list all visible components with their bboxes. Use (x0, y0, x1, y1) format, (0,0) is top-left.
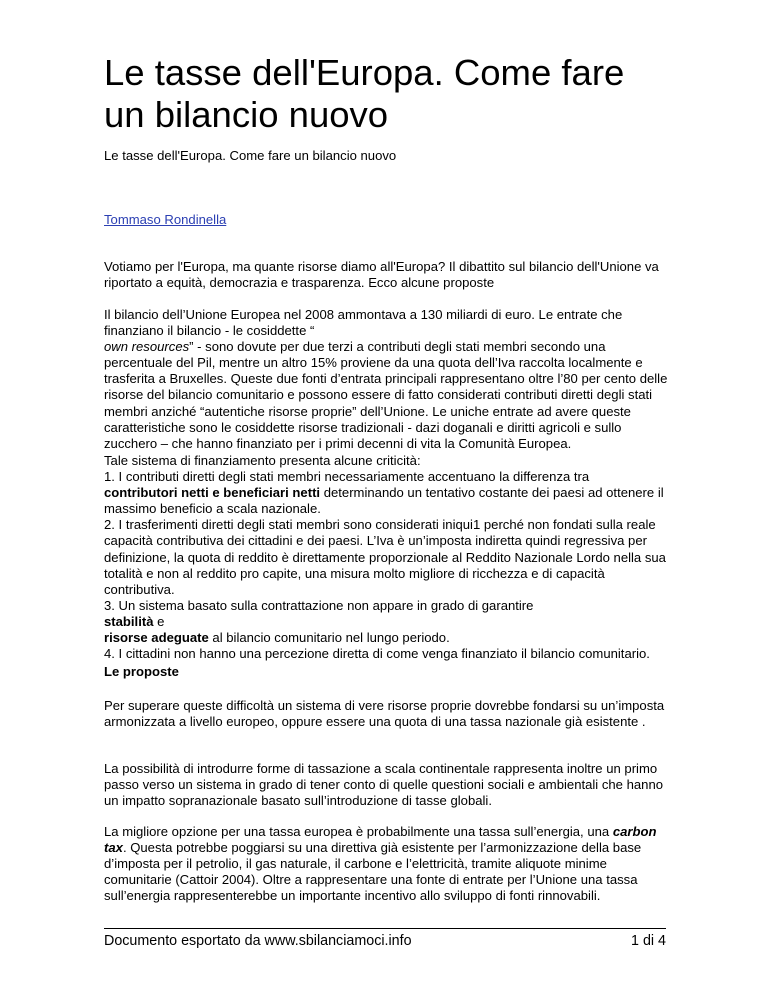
carbon-tax-term: carbon tax (104, 824, 657, 856)
net-contributors-term: contributori netti e beneficiari netti (104, 485, 321, 501)
proposal-paragraph-2: La possibilità di introdurre forme di tassazione a scala continentale rappresenta inoltre un primo passo verso un sistema in grado di tener conto di quelle questioni sociali e ambientali che hanno un impatto sopranazionale basato sull’introduzione di tasse globali. (104, 761, 664, 809)
footer-source: Documento esportato da www.sbilanciamoci.info (104, 933, 412, 949)
proposal-paragraph-1: Per superare queste difficoltà un sistema di vere risorse proprie dovrebbe fondarsi su un’imposta armonizzata a livello europeo, oppure essere una quota di una tassa nazionale già esistente . (104, 698, 665, 730)
section-heading: Le proposte (104, 664, 179, 679)
page-title: Le tasse dell'Europa. Come fare un bilancio nuovo (104, 52, 625, 135)
stability-term: stabilità (104, 613, 154, 629)
author-line (104, 212, 669, 228)
own-resources-term: own resources (104, 339, 190, 355)
proposal-paragraph-3: La migliore opzione per una tassa europea è probabilmente una tassa sull’energia, una carbon tax. Questa potrebbe poggiarsi su una direttiva già esistente per l’armonizzazione della base d’imposta per il petrolio, il gas naturale, il carbone e l’elettricità, tramite aliquote minime comunitarie (Cattoir 2004). Oltre a rappresentare una fonte di entrate per l’Unione una tassa sull’energia rappresenterebbe un importante incentivo allo sviluppo di fonti rinnovabili. (104, 824, 657, 904)
footer-divider (104, 928, 666, 929)
page-number: 1 di 4 (631, 933, 666, 949)
budget-paragraph: Il bilancio dell’Unione Europea nel 2008 ammontava a 130 miliardi di euro. Le entrate che finanziano il bilancio - le cosiddette “ own resources” - sono dovute per due terzi a contributi degli stati membri secondo una percentuale del Pil, mentre un altro 15% proviene da una quota dell’Iva raccolta localmente e trasferita a Bruxelles. Queste due fonti d’entrata principali rappresentano oltre l’80 per cento delle risorse del bilancio comunitario e possono essere di fatto considerati contributi diretti degli stati membri anziché “autentiche risorse proprie” dell’Unione. Le uniche entrate ad avere queste caratteristiche sono le cosiddette risorse tradizionali - dazi doganali e diritti agricoli e sullo zucchero – che hanno finanziato per i primi decenni di vita la Comunità Europea. (104, 307, 668, 451)
intro-paragraph: Votiamo per l'Europa, ma quante risorse diamo all'Europa? Il dibattito sul bilancio dell'Unione va riportato a equità, democrazia e trasparenza. Ecco alcune proposte (104, 259, 659, 291)
criticisms-paragraph: Tale sistema di finanziamento presenta alcune criticità: 1. I contributi diretti degli stati membri necessariamente accentuano la differenza tra contributori netti e beneficiari netti determinando un tentativo costante dei paesi ad ottenere il massimo beneficio a scala nazionale. 2. I trasferimenti diretti degli stati membri sono considerati iniqui1 perché non fondati sulla reale capacità contributiva dei cittadini e dei paesi. L’Iva è un’imposta indiretta quindi regressiva per definizione, la quota di reddito è direttamente proporzionale al Reddito Nazionale Lordo nella sua totalità e non al reddito pro capite, una misura molto migliore di ricchezza e di capacità contributiva. 3. Un sistema basato sulla contrattazione non appare in grado di garantire stabilità e risorse adeguate al bilancio comunitario nel lungo periodo. 4. I cittadini non hanno una percezione diretta di come venga finanziato il bilancio comunitario. (104, 453, 666, 662)
adequate-resources-term: risorse adeguate (104, 630, 209, 646)
subtitle: Le tasse dell'Europa. Come fare un bilancio nuovo (104, 148, 397, 163)
author-link[interactable]: Tommaso Rondinella (104, 212, 227, 227)
